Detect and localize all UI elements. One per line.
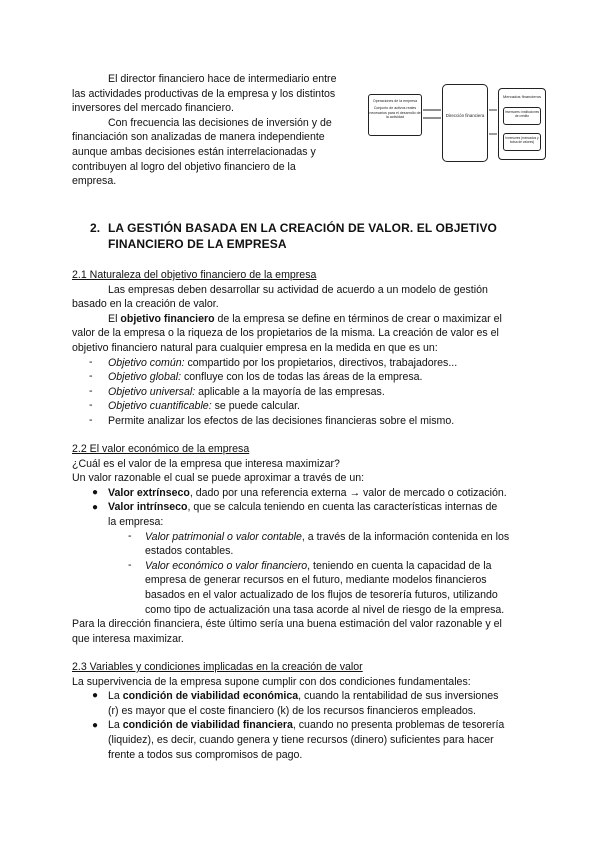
viabilidad-financiera-line2: (liquidez), es decir, cuando genera y tiene recursos (dinero) suficientes para hacer — [108, 734, 494, 746]
dash-marker: - — [128, 558, 132, 571]
section-number: 2. — [90, 221, 101, 235]
c2-pre: La — [108, 719, 123, 732]
dash-marker: - — [128, 529, 132, 542]
objective-text: se puede calcular. — [211, 400, 300, 413]
valor-intrinseco-line2: la empresa: — [108, 516, 164, 528]
diagram-credit-label: Inversores: instituciones de crédito — [504, 110, 540, 118]
valor-economico-line3: basados en el valor actualizado de los flujos de tesorería futuros, utilizando — [145, 589, 498, 601]
subsection-2-3-heading: 2.3 Variables y condiciones implicadas en la creación de valor — [72, 661, 363, 673]
valor-extrinseco-term: Valor extrínseco — [108, 486, 190, 499]
s21-p2-a: El — [108, 312, 121, 325]
viabilidad-economica-term: condición de viabilidad económica — [122, 690, 299, 703]
dash-marker: - — [89, 355, 93, 368]
diagram-arrows — [366, 84, 548, 164]
intro-p2-line1: Con frecuencia las decisiones de inversión y de — [108, 116, 332, 129]
s21-p2-line1 — [108, 312, 502, 327]
objective-term: Objetivo global: — [108, 371, 182, 384]
intro-p2-line2: financiación son analizadas de manera independiente — [72, 131, 325, 144]
s23-intro: La supervivencia de la empresa supone cumplir con dos condiciones fundamentales: — [72, 675, 471, 688]
intro-p2-line4: contribuyen al logro del objetivo financiero de la — [72, 160, 296, 173]
bullet-marker: ● — [92, 690, 99, 702]
c1-pre: La — [108, 690, 123, 703]
valor-economico-text: , teniendo en cuenta la capacidad de la — [307, 559, 492, 572]
viabilidad-financiera-term: condición de viabilidad financiera — [122, 719, 293, 732]
s21-p2-line3: objetivo financiero natural para cualquier empresa en la medida en que es un: — [72, 342, 438, 354]
bullet-marker: ● — [92, 501, 99, 513]
section-title-line1: LA GESTIÓN BASADA EN LA CREACIÓN DE VALOR. EL OBJETIVO — [108, 221, 497, 235]
bullet-marker: ● — [92, 719, 99, 731]
objective-term: Objetivo universal: — [108, 385, 196, 398]
diagram-stock-label: Inversores (mercados y bolsa de valores) — [505, 136, 539, 144]
objective-item — [108, 370, 422, 385]
valor-patrimonial-text: , a través de la información contenida en los — [301, 530, 510, 543]
s22-close-line1: Para la dirección financiera, éste último sería una buena estimación del valor razonable y el — [72, 618, 502, 631]
viabilidad-economica-item — [108, 689, 498, 704]
objetivo-financiero-term: objetivo financiero — [120, 312, 215, 325]
valor-economico-line2: empresa de generar recursos en el futuro, mediante modelos financieros — [145, 574, 487, 587]
objective-term: Objetivo común: — [108, 356, 185, 369]
bullet-marker: ● — [92, 487, 99, 498]
intro-p1-line3: inversores del mercado financiero. — [72, 102, 234, 115]
valor-intrinseco-term: Valor intrínseco — [108, 501, 188, 514]
s21-p1-line2: basado en la creación de valor. — [72, 298, 219, 311]
objective-text: Permite analizar los efectos de las decisiones financieras sobre el mismo. — [108, 415, 455, 427]
viabilidad-economica-text: , cuando la rentabilidad de sus inversiones — [298, 690, 499, 703]
objective-item — [108, 356, 457, 371]
valor-extrinseco-text: , dado por una referencia externa → valor de mercado o cotización. — [189, 486, 507, 499]
valor-patrimonial-term: Valor patrimonial o valor contable — [145, 530, 302, 543]
intro-p2-line3: aunque ambas decisiones están interrelacionadas y — [72, 146, 316, 158]
s21-p1-line1: Las empresas deben desarrollar su actividad de acuerdo a un modelo de gestión — [108, 283, 488, 296]
diagram-operations-body: Conjunto de activos reales necesarios para el desarrollo de la actividad — [369, 106, 421, 120]
intro-p1-line2: las actividades productivas de la empresa y los distintos — [72, 87, 336, 100]
subsection-2-2-heading: 2.2 El valor económico de la empresa — [72, 443, 250, 455]
objective-item — [108, 414, 454, 429]
objective-text: confluye con los de todas las áreas de la empresa. — [181, 371, 423, 384]
subsection-2-1-heading: 2.1 Naturaleza del objetivo financiero de la empresa — [72, 269, 317, 281]
objective-text: aplicable a la mayoría de las empresas. — [195, 385, 385, 398]
financial-flow-diagram — [366, 84, 548, 164]
dash-marker: - — [89, 370, 93, 383]
valor-economico-term: Valor económico o valor financiero — [145, 559, 308, 572]
s21-p2-line2: valor de la empresa o la riqueza de los propietarios de la misma. La creación de valor es el — [72, 327, 499, 340]
valor-patrimonial-item — [145, 530, 509, 545]
valor-patrimonial-line2: estados contables. — [145, 545, 234, 558]
dash-marker: - — [89, 384, 93, 397]
viabilidad-financiera-text: , cuando no presenta problemas de tesorería — [292, 719, 505, 732]
viabilidad-financiera-line3: frente a todos sus compromisos de pago. — [108, 748, 303, 761]
s22-close-line2: que interesa maximizar. — [72, 632, 184, 645]
valor-extrinseco-item — [108, 486, 507, 501]
valor-economico-item — [145, 559, 492, 574]
valor-intrinseco-text: , que se calcula teniendo en cuenta las características internas de — [187, 501, 498, 514]
objective-item — [108, 385, 385, 400]
viabilidad-financiera-item — [108, 718, 504, 733]
objective-text: compartido por los propietarios, directivos, trabajadores... — [184, 356, 458, 369]
intro-p1-line1: El director financiero hace de intermediario entre — [108, 73, 337, 85]
s21-p2-b: de la empresa se define en términos de crear o maximizar el — [214, 312, 502, 325]
valor-economico-line4: como tipo de actualización una tasa acorde al nivel de riesgo de la empresa. — [145, 603, 505, 616]
viabilidad-economica-line2: (r) es mayor que el coste financiero (k) de los recursos financieros empleados. — [108, 704, 476, 717]
objective-term: Objetivo cuantificable: — [108, 400, 212, 413]
dash-marker: - — [89, 414, 93, 426]
intro-p2-line5: empresa. — [72, 175, 117, 188]
diagram-direction-label: Dirección financiera — [445, 113, 485, 118]
valor-intrinseco-item — [108, 500, 497, 515]
diagram-markets-label: Mercados financieros — [502, 94, 542, 99]
s22-question: ¿Cuál es el valor de la empresa que interesa maximizar? — [72, 457, 340, 470]
diagram-operations-title: Operaciones de la empresa — [372, 99, 418, 103]
s22-line2: Un valor razonable el cual se puede aproximar a través de un: — [72, 472, 365, 485]
section-title-line2: FINANCIERO DE LA EMPRESA — [108, 237, 287, 251]
dash-marker: - — [89, 399, 93, 412]
objective-item — [108, 399, 300, 414]
